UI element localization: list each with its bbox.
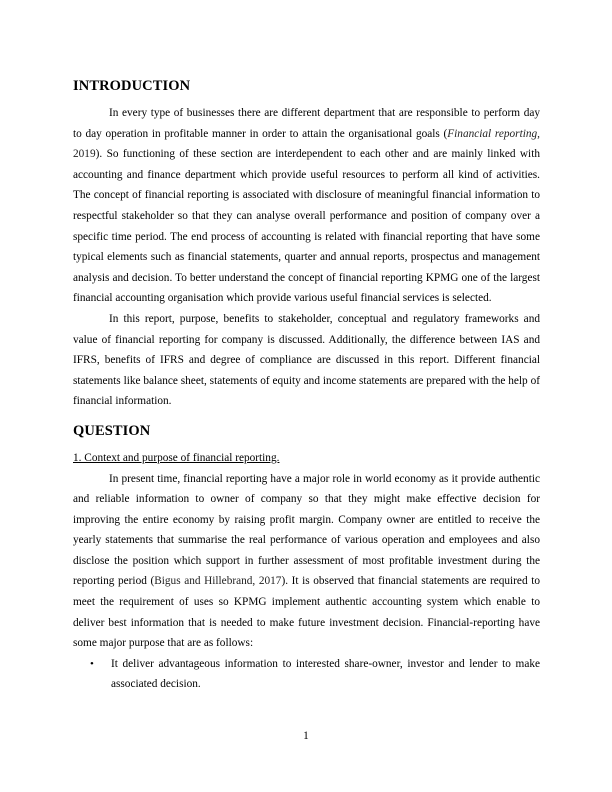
purpose-bullet-list	[73, 654, 540, 695]
introduction-paragraph-2: In this report, purpose, benefits to stakeholder, conceptual and regulatory frameworks and value of financial reporting for company is discussed. Additionally, the difference between IAS and IFRS, benefits of IFRS and degree of compliance are discussed in this report. Different financial statements like balance sheet, statements of equity and income statements are prepared with the help of financial information.	[73, 312, 540, 408]
intro-citation-title: Financial reporting,	[447, 127, 540, 140]
bullet-icon: •	[90, 657, 94, 670]
question-p1-text-b: ). It is observed that financial statements are required to meet the requirement of uses so KPMG implement authentic accounting system which enable to deliver best information that is needed to make future investment decision. Financial-reporting have some major purpose that are as follows:	[73, 575, 540, 650]
bullet-text: It deliver advantageous information to interested share-owner, investor and lender to make associated decision.	[111, 657, 540, 691]
page-content	[73, 76, 540, 695]
question-p1-text-a: In present time, financial reporting have a major role in world economy as it provide authentic and reliable information to owner of company so that they might make effective decision for improving the entire economy by raising profit margin. Company owner are entitled to receive the yearly statements that summarise the real performance of various operation and employees and also disclose the position which support in further assessment of most profitable investment during the reporting period (	[73, 472, 540, 588]
question-paragraph-1	[73, 469, 540, 654]
intro-p1-text-a: In every type of businesses there are different department that are responsible to perform day to day operation in profitable manner in order to attain the organisational goals (	[73, 107, 540, 140]
section-1-subheading: 1. Context and purpose of financial reporting.	[73, 451, 280, 464]
intro-p1-text-b: ). So functioning of these section are interdependent to each other and are mainly linked with accounting and finance department which provide useful resources to perform all kind of activities. The concept of financial reporting is associated with disclosure of meaningful financial information to respectful stakeholder so that they can analyse overall performance and position of company over a specific time period. The end process of accounting is related with financial reporting that have some typical elements such as financial statements, quarter and annual reports, prospectus and management analysis and decision. To better understand the concept of financial reporting KPMG one of the largest financial accounting organisation which provide various useful financial services is selected.	[73, 148, 540, 305]
page-number: 1	[303, 730, 309, 742]
list-item	[73, 654, 540, 695]
question-heading: QUESTION	[73, 422, 151, 439]
intro-citation-year: 2019	[73, 148, 96, 161]
introduction-heading: INTRODUCTION	[73, 78, 191, 94]
introduction-paragraph-1	[73, 103, 540, 309]
question-citation: Bigus and Hillebrand, 2017	[154, 575, 282, 588]
